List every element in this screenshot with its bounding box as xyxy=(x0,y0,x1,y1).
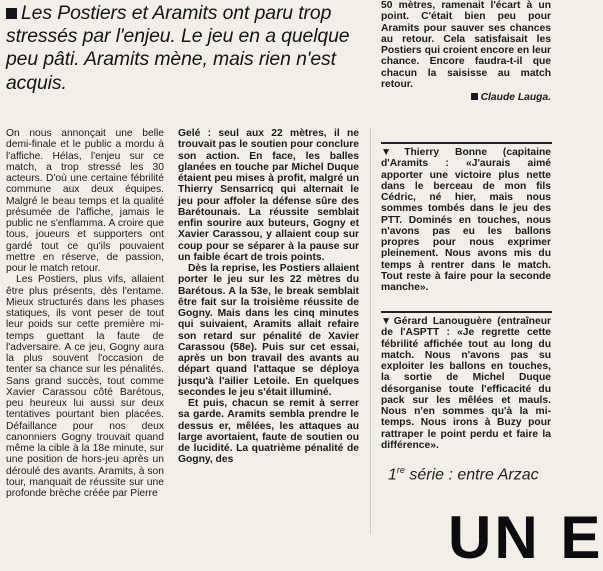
col1-paragraph-1: On nous annonçait une belle demi-finale et le public a mordu à l'affiche. Hélas, l'enjeu sur ce match, a trop stressé les 30 acteurs. D'où une certaine fébrilité commune aux deux équipes. Malgré le beau temps et la qualité présumée de l'affiche, jamais le public ne s'enflamma. A croire que tous, joueurs et supporters ont gardé tout ce qu'ils pouvaient mettre en réserve, de passion, pour le match retour. xyxy=(6,128,164,274)
quote-2-text: «Je regrette cette fébrilité affichée tout au long du match. Nous n'avons pas su exploiter les ballons en touches, la sortie de Michel Duque désorganise toute l'efficacité du pack sur les mêlées et mauls. Nous n'en sommes qu'à la mi-temps. Nous irons à Buzy pour rattraper le point perdu et faire la différence». xyxy=(381,327,551,451)
column-divider xyxy=(370,128,371,534)
col3-paragraph-top: 50 mètres, ramenait l'écart à un point. C'était bien peu pour Aramits pour sauver ses chances au retour. Cela satisfaisait les Postiers qui croient encore en leur chance. Encore faudra-t-il que chacun la saisisse au match retour. xyxy=(381,0,551,90)
lede-square-icon xyxy=(6,8,17,19)
quote-1 xyxy=(381,147,551,293)
quote-2-name: Gérard Lanouguère (entraîneur de l'ASPTT : xyxy=(381,316,551,339)
quote-rule-2 xyxy=(381,311,552,313)
next-article-heading xyxy=(388,465,539,484)
serie-num: 1 xyxy=(388,466,397,484)
col1-paragraph-2: Les Postiers, plus vifs, allaient être plus présents, dès l'entame. Mieux structurés dans les phases statiques, ils vont peser de tout leur poids sur cette première mi-temps guettant la faute de l'adversaire. A ce jeu, Gogny aura la plus souvent l'occasion de tenter sa chance sur les pénalités. Sans grand succès, tout comme Xavier Carassou côté Barétous, peu heureux lui aussi sur deux tentatives pourtant bien placées. Défaillance pour nos deux canonniers Gogny trouvait quand même la cible à la 18e minute, sur une position de hors-jeu après un déroulé des avants. Aramits, à son tour, manquait de réussite sur une profonde brèche créée par Pierre xyxy=(6,274,164,499)
lede-text: Les Postiers et Aramits ont paru trop stressés par l'enjeu. Le jeu en a quelque peu pâti. Aramits mène, mais rien n'est acquis. xyxy=(6,2,350,94)
column-1 xyxy=(6,128,164,499)
quote-1-name: Thierry Bonne (capitaine d'Aramits : xyxy=(381,147,551,170)
triangle-icon: ▼ xyxy=(381,316,394,327)
triangle-icon: ▼ xyxy=(381,147,405,158)
col2-paragraph-1: Gelé : seul aux 22 mètres, il ne trouvait pas le soutien pour conclure son action. En face, les balles glanées en touche par Michel Duque étaient peu mises à profit, malgré un Thierry Sensarricq qui alternait le jeu pour affoler la défense sûre des Barétounais. La réussite semblait enfin sourire aux buteurs, Gogny et Xavier Carassou, y allaient coup sur coup pour se séparer à la pause sur un faible écart de trois points. xyxy=(178,128,359,263)
quote-2 xyxy=(381,316,551,451)
quote-rule-1 xyxy=(381,142,552,144)
article-lede xyxy=(6,2,372,95)
signature-square-icon xyxy=(471,93,478,100)
serie-sup: re xyxy=(396,465,405,475)
signature xyxy=(381,92,551,103)
column-2 xyxy=(178,128,359,466)
col2-paragraph-2: Dès la reprise, les Postiers allaient porter le jeu sur les 22 mètres du Barétous. A la 53e, le break semblait être fait sur la troisième réussite de Gogny. Mais dans les cinq minutes qui suivaient, Aramits allait refaire son retard sur pénalité de Xavier Carassou (58e). Puis sur cet essai, après un bon travail des avants au départ quand l'attaque se déploya jusqu'à l'ailier Letoile. En quelques secondes le jeu s'était illuminé. xyxy=(178,263,359,398)
col2-paragraph-3: Et puis, chacun se remit à serrer sa garde. Aramits sembla prendre le dessus er, mêlées, les attaques au large avortaient, faute de soutien ou de lucidité. La quatrième pénalité de Gogny, des xyxy=(178,398,359,466)
signature-text: Claude Lauga. xyxy=(480,92,551,103)
quote-1-text: «J'aurais aimé apporter une victoire plus nette dans le berceau de mon fils Cédric, né hier, mais nous sommes tombés dans le jeu des PTT. Dominés en touches, nous n'avons pas eu les ballons propres pour nous exprimer pleinement. Nous avons mis du temps à rentrer dans le match. Tout reste à faire pour la seconde manche». xyxy=(381,158,551,293)
column-3 xyxy=(381,0,551,103)
serie-text: série : entre Arzac xyxy=(404,466,539,484)
next-headline-fragment: UN E xyxy=(448,504,603,571)
